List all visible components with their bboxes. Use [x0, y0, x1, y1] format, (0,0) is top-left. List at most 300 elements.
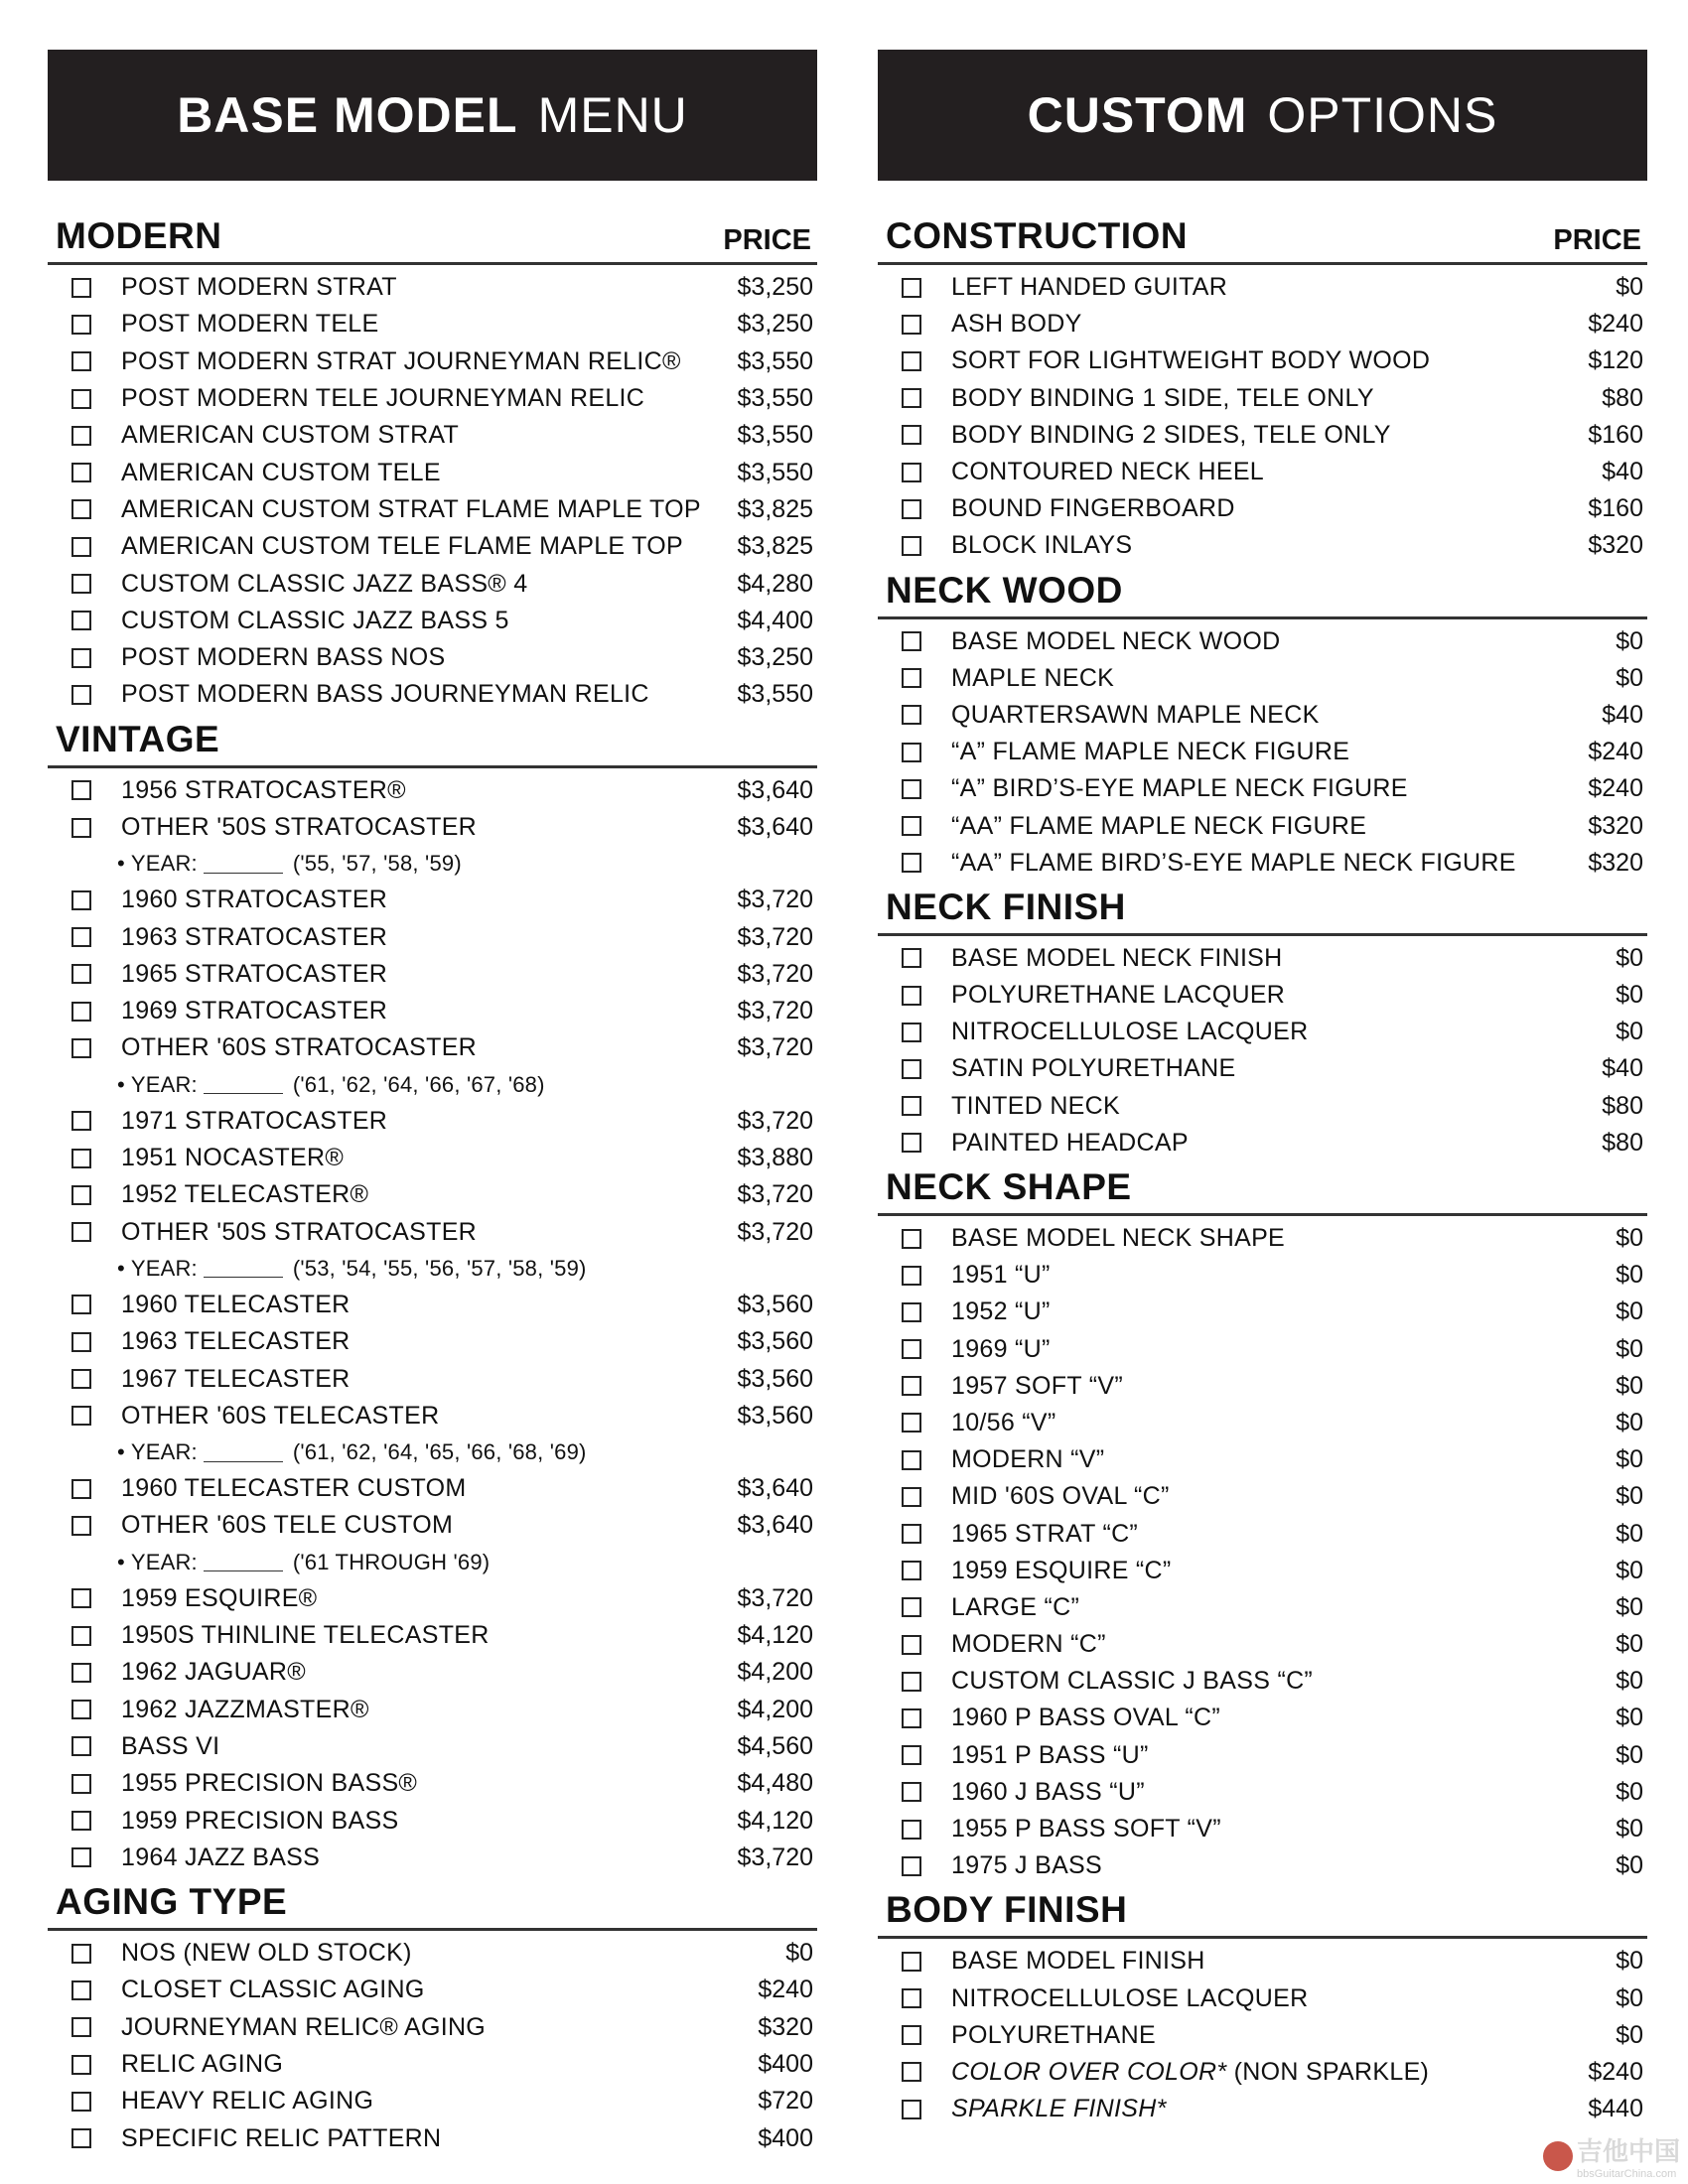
- section-header: [878, 887, 1647, 936]
- checkbox[interactable]: [902, 1133, 921, 1153]
- option-row[interactable]: [48, 1765, 817, 1802]
- checkbox[interactable]: [902, 1708, 921, 1728]
- option-price: $3,250: [737, 643, 813, 672]
- checkbox[interactable]: [902, 2100, 921, 2119]
- option-label: NOS (NEW OLD STOCK): [121, 1939, 412, 1968]
- option-label: TINTED NECK: [951, 1091, 1120, 1120]
- checkbox[interactable]: [902, 1597, 921, 1617]
- checkbox[interactable]: [71, 1736, 91, 1756]
- option-price: $4,120: [737, 1806, 813, 1835]
- option-row[interactable]: [878, 1774, 1647, 1811]
- year-input[interactable]: [204, 855, 283, 874]
- checkbox[interactable]: [71, 2017, 91, 2037]
- option-label: 1952 TELECASTER®: [121, 1180, 369, 1209]
- option-row[interactable]: [48, 2046, 817, 2083]
- option-label: 1951 P BASS “U”: [951, 1740, 1149, 1769]
- checkbox[interactable]: [902, 1376, 921, 1396]
- checkbox[interactable]: [902, 1229, 921, 1249]
- option-row[interactable]: [48, 565, 817, 602]
- checkbox[interactable]: [71, 2055, 91, 2075]
- option-price: $0: [1616, 981, 1643, 1010]
- section-items: [878, 936, 1647, 1161]
- option-row[interactable]: [878, 2091, 1647, 2127]
- checkbox[interactable]: [902, 315, 921, 335]
- option-price: $320: [1588, 531, 1643, 560]
- option-price: $3,550: [737, 680, 813, 709]
- option-row[interactable]: [48, 1507, 817, 1544]
- section-items: [878, 265, 1647, 565]
- checkbox[interactable]: [902, 631, 921, 651]
- checkbox[interactable]: [71, 1516, 91, 1536]
- option-label-italic: COLOR OVER COLOR*: [951, 2057, 1227, 2086]
- option-row[interactable]: [878, 1331, 1647, 1368]
- option-price: $80: [1602, 1091, 1643, 1120]
- checkbox[interactable]: [902, 1561, 921, 1580]
- option-price: $4,280: [737, 569, 813, 598]
- checkbox[interactable]: [71, 1588, 91, 1608]
- option-row[interactable]: [48, 1840, 817, 1876]
- option-row[interactable]: [48, 1580, 817, 1617]
- option-label: NITROCELLULOSE LACQUER: [951, 1018, 1309, 1046]
- checkbox[interactable]: [902, 1023, 921, 1042]
- option-price: $320: [1588, 811, 1643, 840]
- option-row[interactable]: [878, 1014, 1647, 1050]
- checkbox[interactable]: [71, 1774, 91, 1794]
- option-row[interactable]: [878, 734, 1647, 770]
- checkbox[interactable]: [902, 1266, 921, 1286]
- checkbox[interactable]: [902, 351, 921, 371]
- option-price: $0: [1616, 1482, 1643, 1511]
- option-label: OTHER '60S STRATOCASTER: [121, 1033, 478, 1062]
- option-label: 1955 P BASS SOFT “V”: [951, 1815, 1221, 1843]
- option-price: $3,720: [737, 886, 813, 914]
- option-label: MID '60S OVAL “C”: [951, 1482, 1170, 1511]
- checkbox[interactable]: [902, 1952, 921, 1972]
- checkbox[interactable]: [902, 1782, 921, 1802]
- option-price: $0: [1616, 1297, 1643, 1326]
- option-price: $0: [1616, 1777, 1643, 1806]
- option-row[interactable]: [48, 454, 817, 490]
- option-row[interactable]: [48, 417, 817, 454]
- option-label: NITROCELLULOSE LACQUER: [951, 1983, 1309, 2012]
- option-label: 1959 PRECISION BASS: [121, 1806, 399, 1835]
- option-label: SORT FOR LIGHTWEIGHT BODY WOOD: [951, 346, 1431, 375]
- section-title: NECK FINISH: [886, 886, 1126, 927]
- checkbox[interactable]: [902, 1302, 921, 1322]
- section-items: [878, 1939, 1647, 2127]
- checkbox[interactable]: [902, 463, 921, 482]
- option-price: $3,560: [737, 1364, 813, 1393]
- option-row[interactable]: [878, 2054, 1647, 2091]
- option-label: 1959 ESQUIRE®: [121, 1583, 318, 1612]
- option-label: BODY BINDING 2 SIDES, TELE ONLY: [951, 420, 1391, 449]
- checkbox[interactable]: [71, 2092, 91, 2112]
- option-row[interactable]: [878, 1943, 1647, 1979]
- option-label: BASE MODEL NECK SHAPE: [951, 1224, 1286, 1253]
- checkbox[interactable]: [902, 668, 921, 688]
- option-price: $4,400: [737, 606, 813, 634]
- checkbox[interactable]: [71, 1185, 91, 1205]
- checkbox[interactable]: [71, 1222, 91, 1242]
- option-row[interactable]: [48, 639, 817, 676]
- option-label: 1963 STRATOCASTER: [121, 922, 388, 951]
- option-row[interactable]: [878, 807, 1647, 844]
- checkbox[interactable]: [902, 1524, 921, 1544]
- option-price: $0: [1616, 1224, 1643, 1253]
- option-row[interactable]: [878, 977, 1647, 1014]
- option-row[interactable]: [48, 1398, 817, 1434]
- checkbox[interactable]: [71, 574, 91, 594]
- option-row[interactable]: [878, 697, 1647, 734]
- option-price: $240: [1588, 774, 1643, 803]
- checkbox[interactable]: [71, 648, 91, 668]
- option-row[interactable]: [878, 342, 1647, 379]
- checkbox[interactable]: [902, 1487, 921, 1507]
- option-label: SPECIFIC RELIC PATTERN: [121, 2123, 442, 2152]
- year-prefix: • YEAR:: [117, 1549, 198, 1574]
- checkbox[interactable]: [902, 278, 921, 298]
- option-label: 1960 TELECASTER: [121, 1290, 351, 1318]
- option-label: OTHER '50S STRATOCASTER: [121, 1217, 478, 1246]
- option-row[interactable]: [48, 1287, 817, 1323]
- option-label: 1971 STRATOCASTER: [121, 1106, 388, 1135]
- checkbox[interactable]: [71, 1038, 91, 1058]
- section-header: [48, 216, 817, 265]
- checkbox[interactable]: [71, 1002, 91, 1022]
- option-row[interactable]: [48, 1654, 817, 1691]
- option-row[interactable]: [48, 1176, 817, 1213]
- year-note: ('53, '54, '55, '56, '57, '58, '59): [292, 1255, 587, 1281]
- checkbox[interactable]: [71, 537, 91, 557]
- option-row[interactable]: [48, 993, 817, 1029]
- section-header: [878, 1890, 1647, 1939]
- checkbox[interactable]: [71, 964, 91, 984]
- option-row[interactable]: [48, 1470, 817, 1507]
- option-price: $0: [1616, 1261, 1643, 1290]
- option-row[interactable]: [878, 454, 1647, 490]
- option-row[interactable]: [48, 2119, 817, 2156]
- checkbox[interactable]: [71, 1149, 91, 1168]
- option-label: POST MODERN BASS NOS: [121, 643, 446, 672]
- option-row[interactable]: [878, 1553, 1647, 1589]
- option-row[interactable]: [878, 1088, 1647, 1125]
- option-label: BASS VI: [121, 1731, 220, 1760]
- checkbox[interactable]: [902, 1745, 921, 1765]
- checkbox[interactable]: [71, 278, 91, 298]
- option-row[interactable]: [48, 1617, 817, 1654]
- year-input[interactable]: [204, 1075, 283, 1094]
- option-label: BODY BINDING 1 SIDE, TELE ONLY: [951, 383, 1374, 412]
- option-row[interactable]: [48, 1692, 817, 1728]
- option-price: $0: [1616, 1947, 1643, 1976]
- option-row[interactable]: [48, 882, 817, 918]
- option-price: $4,120: [737, 1621, 813, 1650]
- option-price: $240: [1588, 310, 1643, 339]
- option-row[interactable]: [878, 940, 1647, 977]
- year-line: [48, 846, 817, 882]
- checkbox[interactable]: [902, 1096, 921, 1116]
- option-row[interactable]: [878, 1368, 1647, 1405]
- option-label: LEFT HANDED GUITAR: [951, 273, 1228, 302]
- option-label: 1959 ESQUIRE “C”: [951, 1556, 1172, 1584]
- checkbox[interactable]: [902, 1672, 921, 1692]
- option-row[interactable]: [878, 417, 1647, 454]
- section-title: NECK WOOD: [886, 569, 1123, 611]
- option-price: $240: [1588, 2057, 1643, 2086]
- option-row[interactable]: [878, 527, 1647, 564]
- checkbox[interactable]: [902, 499, 921, 519]
- section-items: [878, 1216, 1647, 1884]
- option-row[interactable]: [48, 1728, 817, 1765]
- option-price: $400: [758, 2123, 813, 2152]
- option-price: $240: [1588, 738, 1643, 766]
- option-price: $3,550: [737, 458, 813, 486]
- checkbox[interactable]: [71, 927, 91, 947]
- option-price: $3,720: [737, 1106, 813, 1135]
- checkbox[interactable]: [902, 2062, 921, 2082]
- option-row[interactable]: [48, 1029, 817, 1066]
- price-header: PRICE: [723, 224, 811, 256]
- option-label: BOUND FINGERBOARD: [951, 494, 1235, 523]
- option-row[interactable]: [48, 528, 817, 565]
- option-price: $0: [1616, 626, 1643, 655]
- option-row[interactable]: [878, 1294, 1647, 1330]
- checkbox[interactable]: [902, 1856, 921, 1876]
- checkbox[interactable]: [902, 425, 921, 445]
- section-header: [878, 571, 1647, 619]
- option-label: 10/56 “V”: [951, 1408, 1056, 1436]
- option-row[interactable]: [878, 623, 1647, 660]
- option-row[interactable]: [878, 269, 1647, 306]
- option-row[interactable]: [878, 1626, 1647, 1663]
- checkbox[interactable]: [902, 705, 921, 725]
- option-row[interactable]: [878, 1811, 1647, 1847]
- option-label: AMERICAN CUSTOM STRAT FLAME MAPLE TOP: [121, 494, 701, 523]
- checkbox[interactable]: [902, 1635, 921, 1655]
- option-row[interactable]: [878, 1980, 1647, 2017]
- checkbox[interactable]: [71, 780, 91, 800]
- checkbox[interactable]: [71, 1944, 91, 1964]
- checkbox[interactable]: [71, 1295, 91, 1314]
- option-label: MAPLE NECK: [951, 663, 1115, 692]
- option-label: 1951 NOCASTER®: [121, 1144, 345, 1172]
- option-price: $440: [1588, 2095, 1643, 2123]
- option-label: 1955 PRECISION BASS®: [121, 1769, 418, 1798]
- option-price: $4,200: [737, 1658, 813, 1687]
- option-label: BASE MODEL FINISH: [951, 1947, 1205, 1976]
- checkbox[interactable]: [902, 779, 921, 799]
- option-label: 1950S THINLINE TELECASTER: [121, 1621, 490, 1650]
- checkbox[interactable]: [71, 1663, 91, 1683]
- checkbox[interactable]: [71, 463, 91, 482]
- option-label: QUARTERSAWN MAPLE NECK: [951, 700, 1320, 729]
- option-price: $3,825: [737, 532, 813, 561]
- option-price: $3,825: [737, 494, 813, 523]
- year-input[interactable]: [204, 1553, 283, 1571]
- option-row[interactable]: [878, 1847, 1647, 1884]
- option-row[interactable]: [878, 1441, 1647, 1478]
- option-price: $3,550: [737, 421, 813, 450]
- checkbox[interactable]: [71, 1369, 91, 1389]
- checkbox[interactable]: [71, 1626, 91, 1646]
- checkbox[interactable]: [71, 1811, 91, 1831]
- checkbox[interactable]: [71, 389, 91, 409]
- option-row[interactable]: [48, 809, 817, 846]
- option-row[interactable]: [48, 491, 817, 528]
- option-row[interactable]: [878, 1737, 1647, 1774]
- option-label: BASE MODEL NECK WOOD: [951, 626, 1281, 655]
- checkbox[interactable]: [71, 315, 91, 335]
- checkbox[interactable]: [71, 1700, 91, 1719]
- option-row[interactable]: [878, 1220, 1647, 1257]
- checkbox[interactable]: [71, 351, 91, 371]
- option-row[interactable]: [878, 1050, 1647, 1087]
- checkbox[interactable]: [902, 816, 921, 836]
- option-row[interactable]: [878, 2017, 1647, 2054]
- option-price: $3,720: [737, 922, 813, 951]
- option-row[interactable]: [48, 772, 817, 809]
- option-row[interactable]: [48, 1935, 817, 1972]
- option-row[interactable]: [48, 380, 817, 417]
- option-price: $0: [1616, 1704, 1643, 1732]
- option-label: 1960 J BASS “U”: [951, 1777, 1145, 1806]
- option-row[interactable]: [878, 1125, 1647, 1161]
- option-row[interactable]: [878, 1257, 1647, 1294]
- option-row[interactable]: [48, 1972, 817, 2008]
- option-price: $3,550: [737, 384, 813, 413]
- option-row[interactable]: [878, 1405, 1647, 1441]
- option-row[interactable]: [48, 2009, 817, 2046]
- option-price: $720: [758, 2087, 813, 2116]
- checkbox[interactable]: [71, 426, 91, 446]
- checkbox[interactable]: [71, 890, 91, 910]
- option-price: $3,560: [737, 1327, 813, 1356]
- checkbox[interactable]: [71, 611, 91, 630]
- checkbox[interactable]: [902, 1820, 921, 1840]
- banner-bold: CUSTOM: [1027, 87, 1248, 143]
- checkbox[interactable]: [902, 1413, 921, 1433]
- option-price: $3,720: [737, 959, 813, 988]
- option-label: ASH BODY: [951, 310, 1082, 339]
- option-price: $80: [1602, 383, 1643, 412]
- option-row[interactable]: [48, 956, 817, 993]
- checkbox[interactable]: [902, 743, 921, 762]
- checkbox[interactable]: [902, 1988, 921, 2008]
- option-price: $3,640: [737, 813, 813, 841]
- option-row[interactable]: [48, 1214, 817, 1251]
- option-price: $3,720: [737, 1180, 813, 1209]
- option-row[interactable]: [878, 1515, 1647, 1552]
- year-input[interactable]: [204, 1443, 283, 1462]
- option-price: $3,640: [737, 1511, 813, 1540]
- checkbox[interactable]: [902, 2025, 921, 2045]
- option-row[interactable]: [878, 380, 1647, 417]
- option-row[interactable]: [48, 603, 817, 639]
- option-label: 1969 “U”: [951, 1334, 1051, 1363]
- option-label: “A” BIRD’S-EYE MAPLE NECK FIGURE: [951, 774, 1408, 803]
- option-row[interactable]: [878, 770, 1647, 807]
- option-price: $320: [758, 2012, 813, 2041]
- option-price: $40: [1602, 1054, 1643, 1083]
- option-label: CLOSET CLASSIC AGING: [121, 1976, 425, 2004]
- section-header: [48, 720, 817, 768]
- checkbox[interactable]: [71, 499, 91, 519]
- section-title: MODERN: [56, 215, 222, 256]
- checkbox[interactable]: [71, 1332, 91, 1352]
- option-label: 1962 JAGUAR®: [121, 1658, 306, 1687]
- option-label: 1960 TELECASTER CUSTOM: [121, 1474, 467, 1503]
- option-row[interactable]: [48, 1802, 817, 1839]
- checkbox[interactable]: [71, 1479, 91, 1499]
- option-row[interactable]: [878, 490, 1647, 527]
- option-row[interactable]: [48, 1103, 817, 1140]
- option-label-italic: SPARKLE FINISH*: [951, 2095, 1167, 2123]
- checkbox[interactable]: [71, 1406, 91, 1426]
- option-price: $3,250: [737, 273, 813, 302]
- option-label: 1956 STRATOCASTER®: [121, 775, 406, 804]
- option-row[interactable]: [878, 1663, 1647, 1700]
- option-price: $160: [1588, 420, 1643, 449]
- option-row[interactable]: [878, 1589, 1647, 1626]
- option-label: PAINTED HEADCAP: [951, 1128, 1189, 1157]
- year-note: ('61, '62, '64, '65, '66, '68, '69): [292, 1439, 587, 1465]
- option-row[interactable]: [48, 676, 817, 713]
- option-row[interactable]: [48, 269, 817, 306]
- option-price: $0: [1616, 1334, 1643, 1363]
- option-row[interactable]: [878, 306, 1647, 342]
- checkbox[interactable]: [902, 986, 921, 1006]
- option-label: POST MODERN BASS JOURNEYMAN RELIC: [121, 680, 649, 709]
- checkbox[interactable]: [902, 948, 921, 968]
- option-price: $3,560: [737, 1401, 813, 1430]
- option-row[interactable]: [48, 1140, 817, 1176]
- section-items: [878, 619, 1647, 882]
- option-row[interactable]: [878, 845, 1647, 882]
- checkbox[interactable]: [71, 2128, 91, 2148]
- option-price: $0: [1616, 1630, 1643, 1659]
- option-row[interactable]: [48, 918, 817, 955]
- option-label: OTHER '60S TELECASTER: [121, 1401, 440, 1430]
- checkbox[interactable]: [71, 1111, 91, 1131]
- checkbox[interactable]: [902, 853, 921, 873]
- option-row[interactable]: [48, 306, 817, 342]
- checkbox[interactable]: [902, 1450, 921, 1470]
- checkbox[interactable]: [71, 1847, 91, 1867]
- option-row[interactable]: [48, 1323, 817, 1360]
- option-price: $0: [1616, 1983, 1643, 2012]
- option-price: $3,720: [737, 1843, 813, 1871]
- option-row[interactable]: [878, 1478, 1647, 1515]
- option-row[interactable]: [878, 660, 1647, 697]
- checkbox[interactable]: [71, 818, 91, 838]
- year-input[interactable]: [204, 1259, 283, 1278]
- option-row[interactable]: [48, 343, 817, 380]
- option-label: CONTOURED NECK HEEL: [951, 458, 1265, 486]
- checkbox[interactable]: [902, 536, 921, 556]
- checkbox[interactable]: [71, 685, 91, 705]
- checkbox[interactable]: [902, 388, 921, 408]
- option-row[interactable]: [48, 2083, 817, 2119]
- option-price: $0: [1616, 1556, 1643, 1584]
- checkbox[interactable]: [902, 1059, 921, 1079]
- option-row[interactable]: [878, 1700, 1647, 1736]
- option-label: OTHER '50S STRATOCASTER: [121, 813, 478, 841]
- option-price: $0: [1616, 1851, 1643, 1880]
- option-row[interactable]: [48, 1360, 817, 1397]
- checkbox[interactable]: [71, 1980, 91, 2000]
- checkbox[interactable]: [902, 1339, 921, 1359]
- section-header: [48, 1882, 817, 1931]
